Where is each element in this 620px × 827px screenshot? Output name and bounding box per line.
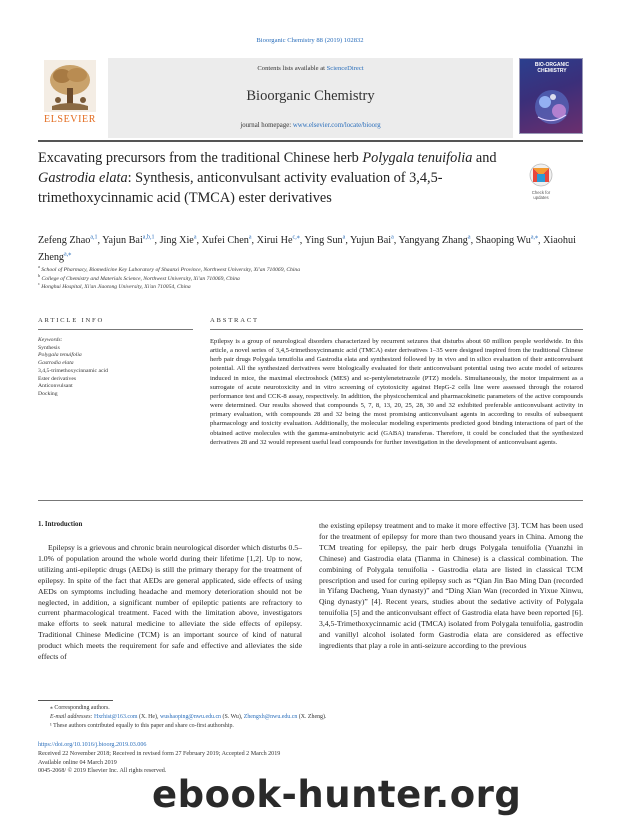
title-species-1: Polygala tenuifolia bbox=[362, 150, 473, 166]
cover-title: BIO-ORGANIC CHEMISTRY bbox=[534, 62, 570, 74]
article-info-heading: ARTICLE INFO bbox=[38, 317, 105, 324]
watermark-text: ebook-hunter.org bbox=[152, 773, 522, 816]
author-affiliation-marker[interactable]: a,b,1 bbox=[142, 234, 155, 241]
equal-contribution-note: ¹ These authors contributed equally to this paper and share co-first authorship. bbox=[50, 722, 234, 729]
author-affiliation-marker[interactable]: a,1 bbox=[90, 234, 98, 241]
author-affiliation-marker[interactable]: a bbox=[342, 234, 346, 241]
keyword-item: Gastrodia elata bbox=[38, 360, 74, 367]
keywords-list bbox=[38, 345, 188, 399]
author-affiliation-marker[interactable]: a bbox=[467, 234, 471, 241]
keyword-item: Docking bbox=[38, 390, 58, 397]
author-name[interactable]: Yajun Bai bbox=[102, 235, 143, 246]
keyword-item: Polygala tenuifolia bbox=[38, 352, 82, 359]
publication-info bbox=[38, 741, 583, 776]
author-affiliation-marker[interactable]: a bbox=[248, 234, 252, 241]
author-affiliation-marker[interactable]: a bbox=[193, 234, 197, 241]
section-title-introduction: 1. Introduction bbox=[38, 521, 83, 528]
author-name[interactable]: Yangyang Zhang bbox=[398, 235, 468, 246]
abstract-heading: ABSTRACT bbox=[210, 317, 259, 324]
article-title bbox=[38, 148, 508, 208]
affiliation-item: $^a$ School of Pharmacy, Biomedicine Key Laboratory of Shaanxi Province, Northwest University, Xi'an 710069, China bbox=[38, 264, 300, 273]
author-name[interactable]: Xiaohui Zheng bbox=[38, 235, 576, 263]
homepage-line bbox=[108, 122, 513, 129]
email-note bbox=[38, 713, 583, 722]
journal-cover-image[interactable] bbox=[519, 58, 583, 134]
email-link[interactable]: wushaoping@nwu.edu.cn bbox=[159, 713, 222, 720]
author-name[interactable]: Jing Xie bbox=[159, 235, 194, 246]
keyword-item: Anticonvulsant bbox=[38, 383, 73, 390]
keyword-item: 3,4,5-trimethoxycinnamic acid bbox=[38, 367, 108, 374]
journal-citation-link[interactable]: Bioorganic Chemistry 88 (2019) 102832 bbox=[256, 37, 364, 44]
title-text-1: Excavating precursors from the traditional Chinese herb bbox=[38, 150, 363, 166]
affiliation-marker: b bbox=[38, 272, 41, 278]
journal-homepage-link[interactable]: www.elsevier.com/locate/bioorg bbox=[292, 122, 381, 129]
abstract-divider bbox=[210, 329, 583, 330]
email-label: E-mail addresses: bbox=[50, 713, 94, 720]
abstract-text: Epilepsy is a group of neurological disorders characterized by recurrent seizures that disturbs about 60 million people worldwide. In this article, a novel series of 3,4,5-trimethoxycinnamic acid (TMCA) ester derivatives 1–35 were designed inspired from the traditional Chinese herb pair drugs Polygala tenuifolia and Gastrodia elata and synthesized followed by in vivo and in silico evaluation of their anticonvulsant potential. All the synthesized derivatives were biologically evaluated for their anticonvulsant potential using two acute model of seizures induced in mice, the maximal electroshock (MES) and sc-pentylenetetrazole (PTZ) models. Simultaneously, the motor impairment as a surrogate of acute neurotoxicity and in vitro screening of cytotoxicity against HepG-2 cells line were assessed through the rotarod performance test and CCK-8 assay, respectively. In addition, the physicochemical and pharmacokinetic parameters of the active compounds were determined. Our results showed that compounds 5, 7, 8, 13, 20, 25, 28, 30 and 32 exhibited preferable anticonvulsant activity in primary evaluation, with compounds 28 and 32 being the most promising anticonvulsant agents in according to results of subsequent pharmacology and toxicity evaluation. Additionally, the molecular modeling experiments predicted good binding interactions of part of the obtained active molecules with the gamma-aminobutyric acid (GABA) transferas. Therefore, it could be concluded that the synthesized derivatives 28 and 32 would represent useful lead compounds for further investigation in the development of anticonvulsant agents. bbox=[210, 338, 583, 446]
author-name[interactable]: Xirui He bbox=[256, 235, 293, 246]
keyword-item: Synthesis bbox=[38, 344, 60, 351]
journal-citation[interactable] bbox=[0, 37, 620, 44]
abstract-bottom-divider bbox=[38, 500, 583, 501]
doi-link[interactable]: https://doi.org/10.1016/j.bioorg.2019.03.006 bbox=[38, 742, 147, 748]
email-list: Hxrhist@163.com (X. He), wushaoping@nwu.edu.cn (S. Wu), Zhengxh@nwu.edu.cn (X. Zheng). bbox=[93, 713, 327, 720]
elsevier-tree-icon bbox=[44, 60, 96, 112]
affiliation-item: $^c$ Honghui Hospital, Xi'an Jiaotong University, Xi'an 710054, China bbox=[38, 281, 191, 291]
article-info-divider bbox=[38, 329, 193, 330]
elsevier-wordmark: ELSEVIER bbox=[43, 114, 97, 125]
title-text-2: and bbox=[472, 150, 497, 166]
received-dates: Received 22 November 2018; Received in revised form 27 February 2019; Accepted 2 March 2019 bbox=[38, 750, 281, 757]
journal-masthead bbox=[38, 58, 583, 138]
header-divider bbox=[38, 140, 583, 142]
sciencedirect-link[interactable]: ScienceDirect bbox=[326, 65, 364, 72]
homepage-prefix: journal homepage: bbox=[240, 122, 293, 129]
author-name[interactable]: Xufei Chen bbox=[201, 235, 249, 246]
author-name[interactable]: Yujun Bai bbox=[350, 235, 392, 246]
cover-molecule-icon bbox=[528, 85, 576, 129]
contents-line bbox=[108, 65, 513, 72]
check-for-updates-button[interactable] bbox=[524, 162, 558, 206]
author-name[interactable]: Shaoping Wu bbox=[475, 235, 531, 246]
title-species-2: Gastrodia elata bbox=[38, 170, 128, 186]
affiliation-list bbox=[38, 266, 583, 292]
keywords-label: Keywords: bbox=[38, 337, 63, 343]
footnote-divider bbox=[38, 700, 113, 701]
affiliation-marker: a bbox=[38, 264, 40, 270]
author-list: Zefeng Zhao$^{a,1}$, Yajun Bai$^{a,b,1}$, Jing Xie$^a$, Xufei Chen$^a$, Xirui $He^{c,⁎}$, Ying Sun$^a$, Yujun Bai$^a$, Yangyang Zhang$^a$, Shaoping $Wu^{a,⁎}$, Xiaohui Zheng$^{a,⁎}$ bbox=[38, 234, 576, 263]
journal-info-box bbox=[108, 58, 513, 138]
check-for-updates-label: Check for updates bbox=[531, 190, 551, 200]
elsevier-logo[interactable] bbox=[38, 58, 102, 134]
author-affiliation-marker[interactable]: c,⁎ bbox=[292, 234, 300, 241]
author-affiliation-marker[interactable]: a,⁎ bbox=[64, 251, 72, 258]
contents-prefix: Contents lists available at bbox=[257, 65, 327, 72]
journal-name: Bioorganic Chemistry bbox=[246, 88, 375, 104]
email-link[interactable]: Zhengxh@nwu.edu.cn bbox=[243, 713, 298, 720]
available-online-date: Available online 04 March 2019 bbox=[38, 759, 117, 766]
keyword-item: Ester derivatives bbox=[38, 375, 77, 382]
intro-left-column: Epilepsy is a grievous and chronic brain neurological disorder which disturbs 0.5–1.0% of population around the whole world during their lifetime [1,2]. Up to now, utilizing anti-epileptic drugs (AEDs) is still the primary therapy for the treatment of epilepsy. In spite of the fact that AEDs are general applicated, side effects of using AEDs on symptoms including headache and memory deterioration should not be neglected, in addition, a significant number of epileptic patients are refractory to current pharmacological treatment. Faced with the limitation above, investigators make efforts to seek natural medicine to alleviate the side effects of epilepsy. Traditional Chinese Medicine (TCM) is an important source of kind of natural product which meets the requirement for safe and effective and alleviates the side effects of bbox=[38, 543, 302, 662]
author-affiliation-marker[interactable]: a bbox=[391, 234, 394, 241]
intro-right-column: the existing epilepsy treatment and to make it more effective [3]. TCM has been used for the treatment of epilepsy for more than two thousand years in China. Among the TCM treating for epilepsy, the pair herb drugs Polygala tenuifolia (Yuanzhi in Chinese) and Gastrodia elata (Tianma in Chinese) is a classical combination. The combining of Polygala tenuifolia - Gastrodia elata are listed in classical TCM prescription and used for curing epilepsy such as “Qian Jin Bao Ming Dan (recorded in Yifang Dacheng, Yuan dynasty)” and “Ding Xian Wan (recorded in Yixue Xinwu, Qing dynasty)” [4]. Recent years, studies about the sedative activity of Polygala tenuifolia [5] and the anticonvulsant effect of Gastrodia elata have been reported [6]. 3,4,5-Trimethoxycinnamic acid (TMCA) isolated from Polygala tenuifolia, gastrodin and vanillyl alcohol isolated form Gastrodia elata are considered as effective ingredients that play a role in anti-seizure according to the previous bbox=[319, 521, 583, 650]
email-link[interactable]: Hxrhist@163.com bbox=[93, 713, 138, 720]
footnotes bbox=[38, 704, 583, 730]
keywords-block bbox=[38, 337, 188, 399]
author-name[interactable]: Zefeng Zhao bbox=[38, 235, 91, 246]
copyright-line: 0045-2068/ © 2019 Elsevier Inc. All rights reserved. bbox=[38, 768, 167, 775]
corresponding-note: ⁎ Corresponding authors. bbox=[50, 705, 110, 711]
affiliation-item: $^b$ College of Chemistry and Materials Science, Northwest University, Xi'an 710069, China bbox=[38, 272, 240, 282]
author-affiliation-marker[interactable]: a,⁎ bbox=[530, 234, 538, 241]
affiliation-marker: c bbox=[38, 281, 40, 287]
author-name[interactable]: Ying Sun bbox=[304, 235, 343, 246]
title-text-3: : Synthesis, anticonvulsant activity evaluation of 3,4,5-trimethoxycinnamic acid (TMCA) ester derivatives bbox=[38, 170, 443, 206]
crossmark-icon bbox=[524, 162, 558, 190]
